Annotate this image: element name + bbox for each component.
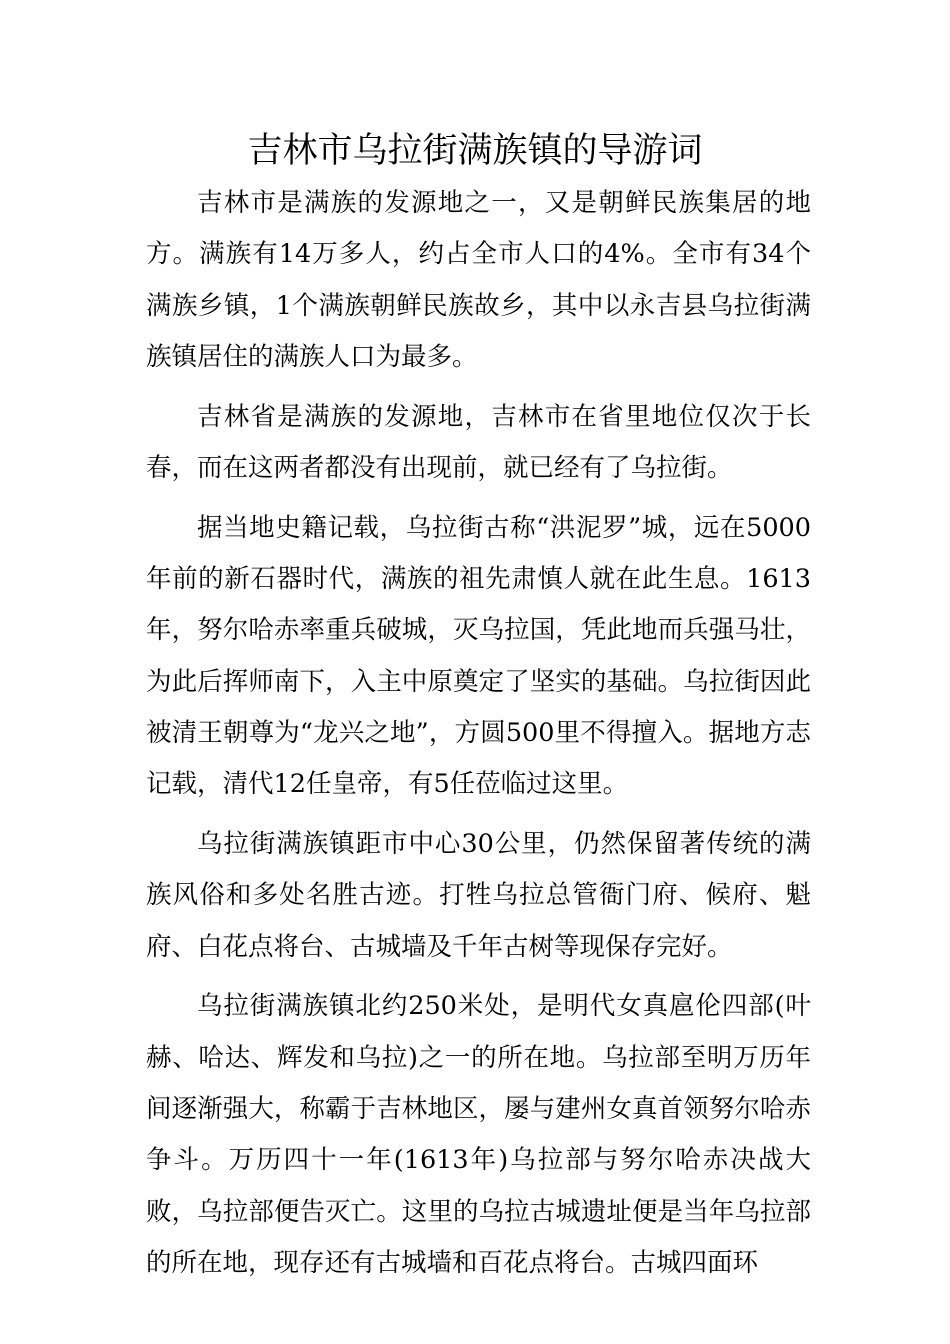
paragraph-5: 乌拉街满族镇北约250米处，是明代女真扈伦四部(叶赫、哈达、辉发和乌拉)之一的所在地。乌拉部至明万历年间逐渐强大，称霸于吉林地区，屡与建州女真首领努尔哈赤争斗。万历四十一年(1613年)乌拉部与努尔哈赤决战大败，乌拉部便告灭亡。这里的乌拉古城遗址便是当年乌拉部的所在地，现存还有古城墙和百花点将台。古城四面环 xyxy=(146,991,811,1278)
document-body xyxy=(146,178,811,1298)
paragraph-4: 乌拉街满族镇距市中心30公里，仍然保留著传统的满族风俗和多处名胜古迹。打牲乌拉总管衙门府、候府、魁府、白花点将台、古城墙及千年古树等现保存完好。 xyxy=(146,829,811,962)
paragraph-2: 吉林省是满族的发源地，吉林市在省里地位仅次于长春，而在这两者都没有出现前，就已经有了乌拉街。 xyxy=(146,401,811,483)
paragraph-3: 据当地史籍记载，乌拉街古称“洪泥罗”城，远在5000年前的新石器时代，满族的祖先肃慎人就在此生息。1613年，努尔哈赤率重兵破城，灭乌拉国，凭此地而兵强马壮，为此后挥师南下，入主中原奠定了坚实的基础。乌拉街因此被清王朝尊为“龙兴之地”，方圆500里不得擅入。据地方志记载，清代12任皇帝，有5任莅临过这里。 xyxy=(146,512,811,800)
paragraph-1: 吉林市是满族的发源地之一，又是朝鲜民族集居的地方。满族有14万多人，约占全市人口的4%。全市有34个满族乡镇，1个满族朝鲜民族故乡，其中以永吉县乌拉街满族镇居住的满族人口为最多。 xyxy=(146,188,811,372)
document-title: 吉林市乌拉街满族镇的导游词 xyxy=(247,131,703,171)
